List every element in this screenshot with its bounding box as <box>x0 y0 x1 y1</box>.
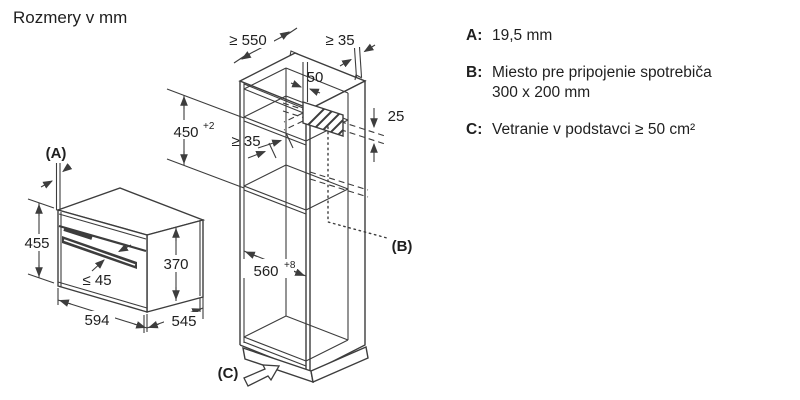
legend-text-a: 19,5 mm <box>492 27 553 44</box>
legend-text-c: Vetranie v podstavci ≥ 50 cm² <box>492 121 696 138</box>
dim-niche-width-tolerance: +8 <box>284 260 296 271</box>
dim-front-overhang-a <box>41 145 70 211</box>
legend <box>466 26 796 157</box>
legend-key-b: B: <box>466 64 483 81</box>
callout-a-label: (A) <box>45 145 67 162</box>
legend-item-b <box>466 63 796 103</box>
dim-niche-width-label: 560 <box>253 263 279 280</box>
dim-connection-drop <box>374 108 404 162</box>
dim-niche-width <box>243 251 306 280</box>
dim-oven-depth-label: 545 <box>171 313 197 330</box>
cabinet-drawing <box>163 28 412 386</box>
callout-c-label: (C) <box>217 365 239 382</box>
oven-drawing <box>21 145 203 333</box>
legend-key-c: C: <box>466 121 483 138</box>
legend-item-c <box>466 120 796 140</box>
dim-oven-width-label: 594 <box>84 312 110 329</box>
dim-niche-height-tolerance: +2 <box>203 121 215 132</box>
page-title: Rozmery v mm <box>13 8 128 27</box>
legend-text-b-line1: Miesto pre pripojenie spotrebiča <box>492 64 712 81</box>
legend-text-b-line2: 300 x 200 mm <box>492 84 591 101</box>
dim-niche-height-label: 450 <box>173 124 199 141</box>
dim-cabinet-top-depth-label: ≥ 550 <box>229 32 267 49</box>
callout-b-label: (B) <box>391 238 413 255</box>
dim-oven-height-label: 455 <box>24 235 50 252</box>
dim-door-height-label: 370 <box>163 256 189 273</box>
legend-item-a <box>466 26 796 46</box>
dim-cabinet-rear-gap-label: ≥ 35 <box>325 32 355 49</box>
dim-connection-drop-label: 25 <box>387 108 405 125</box>
dim-shelf-gap-label: ≥ 35 <box>231 133 261 150</box>
legend-text-b <box>492 63 796 103</box>
dim-connection-offset-label: 50 <box>306 69 324 86</box>
vent-arrow-c <box>244 365 279 386</box>
dim-oven-height <box>21 199 54 283</box>
dim-handle-depth-label: ≤ 45 <box>82 272 112 289</box>
legend-key-a: A: <box>466 27 483 44</box>
